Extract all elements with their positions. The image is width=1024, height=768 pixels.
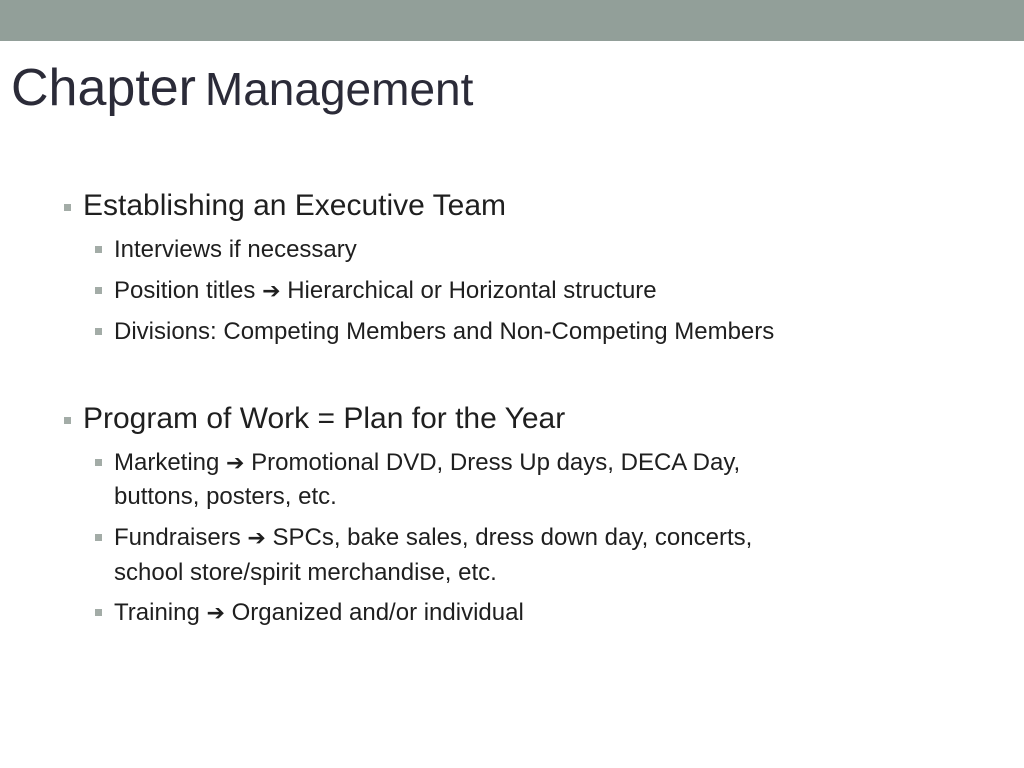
sub-bullet-training: [114, 596, 524, 631]
bullet-program-of-work: [83, 402, 565, 436]
sub-bullet-marketing: [114, 446, 740, 481]
square-bullet-icon: [64, 417, 71, 424]
square-bullet-icon: [95, 609, 102, 616]
sub-bullet-fundraisers: [114, 521, 752, 556]
square-bullet-icon: [95, 246, 102, 253]
bullet-text-detail: SPCs, bake sales, dress down day, concerts,: [272, 524, 753, 551]
bullet-text: Interviews if necessary: [114, 236, 357, 263]
bullet-text-continued: school store/spirit merchandise, etc.: [114, 559, 497, 586]
square-bullet-icon: [64, 204, 71, 211]
bullet-text: Fundraisers: [114, 524, 241, 551]
right-arrow-icon: ➔: [262, 279, 281, 304]
bullet-text-detail: Organized and/or individual: [231, 599, 524, 626]
bullet-executive-team: [83, 189, 506, 223]
right-arrow-icon: ➔: [247, 526, 266, 551]
right-arrow-icon: ➔: [206, 601, 225, 626]
bullet-text: Program of Work = Plan for the Year: [83, 402, 566, 435]
square-bullet-icon: [95, 328, 102, 335]
sub-bullet-marketing-cont: [114, 480, 337, 514]
sub-bullet-interviews: [114, 233, 357, 267]
right-arrow-icon: ➔: [226, 451, 245, 476]
bullet-text: Establishing an Executive Team: [83, 189, 507, 222]
sub-bullet-fundraisers-cont: [114, 556, 497, 590]
bullet-text-detail: Hierarchical or Horizontal structure: [287, 277, 657, 304]
slide-title-word1: Chapter: [11, 59, 196, 117]
bullet-text: Divisions: Competing Members and Non-Competing Members: [114, 318, 775, 345]
square-bullet-icon: [95, 459, 102, 466]
bullet-text-continued: buttons, posters, etc.: [114, 483, 337, 510]
bullet-text: Position titles: [114, 277, 256, 304]
sub-bullet-divisions: [114, 315, 774, 349]
bullet-text-detail: Promotional DVD, Dress Up days, DECA Day,: [251, 449, 741, 476]
sub-bullet-position-titles: [114, 274, 657, 309]
bullet-text: Marketing: [114, 449, 220, 476]
square-bullet-icon: [95, 534, 102, 541]
bullet-text: Training: [114, 599, 200, 626]
square-bullet-icon: [95, 287, 102, 294]
slide-title-word2: Management: [204, 63, 474, 115]
